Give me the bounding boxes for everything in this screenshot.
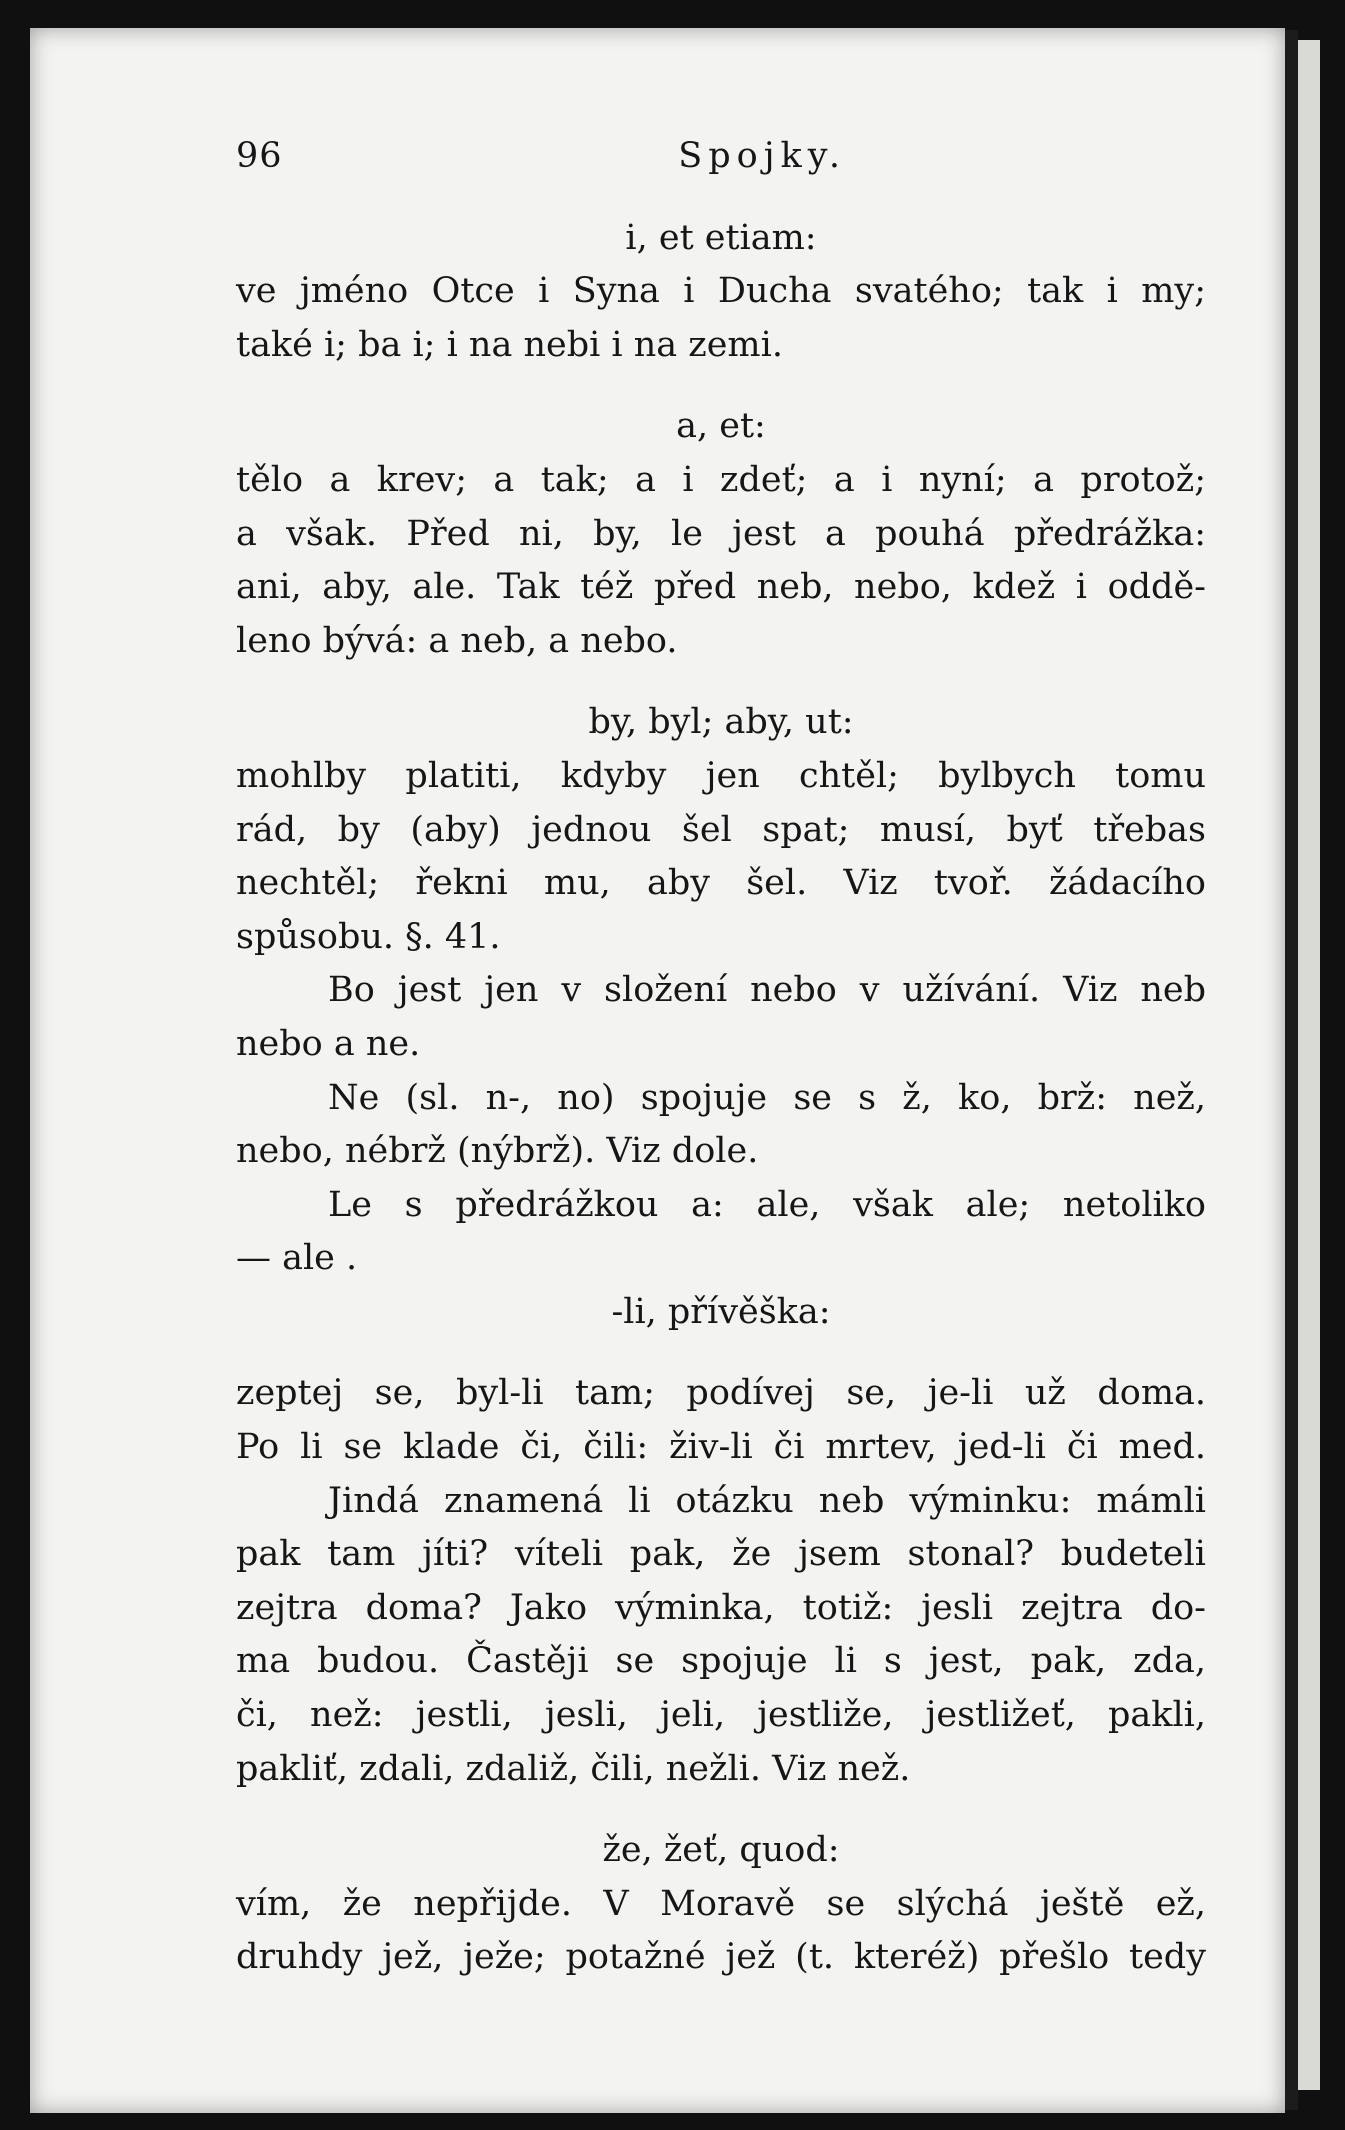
text-line: nebo a ne.: [236, 1023, 421, 1064]
running-title: Spojky.: [678, 136, 846, 176]
text-line: druhdy jež, ježe; potažné jež (t. kteréž) přešlo tedy: [236, 1937, 1206, 1978]
text-line: ani, aby, ale. Tak též před neb, nebo, kdež i oddě-: [236, 567, 1206, 608]
page-text: [236, 130, 1206, 1985]
text-line: ve jméno Otce i Syna i Ducha svatého; tak i my;: [236, 271, 1206, 312]
section-heading: by, byl; aby, ut:: [588, 702, 854, 743]
section-heading: a, et:: [676, 406, 766, 447]
text-line: pak tam jíti? víteli pak, že jsem stonal? budeteli: [236, 1534, 1206, 1575]
text-line: ma budou. Častěji se spojuje li s jest, pak, zda,: [236, 1641, 1206, 1682]
text-line: vím, že nepřijde. V Moravě se slýchá ještě ež,: [236, 1883, 1206, 1924]
page-number: 96: [236, 136, 283, 176]
text-line: nebo, nébrž (nýbrž). Viz dole.: [236, 1131, 759, 1172]
text-line: rád, by (aby) jednou šel spat; musí, byť třebas: [236, 809, 1206, 850]
text-line: Le s předrážkou a: ale, však ale; netoliko: [328, 1184, 1206, 1225]
text-lines: [236, 212, 1206, 1985]
section-heading: že, žeť, quod:: [602, 1830, 840, 1871]
text-line: či, než: jestli, jesli, jeli, jestliže, jestližeť, pakli,: [236, 1695, 1206, 1736]
text-line: leno bývá: a neb, a nebo.: [236, 620, 678, 661]
text-line: nechtěl; řekni mu, aby šel. Viz tvoř. žádacího: [236, 863, 1206, 904]
text-line: a však. Před ni, by, le jest a pouhá předrážka:: [236, 513, 1206, 554]
text-line: Bo jest jen v složení nebo v užívání. Viz neb: [328, 970, 1206, 1011]
text-line: — ale .: [236, 1238, 358, 1279]
text-line: tělo a krev; a tak; a i zdeť; a i nyní; a protož;: [236, 459, 1206, 500]
section-heading: -li, přívěška:: [611, 1291, 831, 1332]
text-line: spůsobu. §. 41.: [236, 916, 501, 957]
text-line: zeptej se, byl-li tam; podívej se, je-li už doma.: [236, 1373, 1206, 1414]
page-gutter-shadow: [1284, 30, 1298, 2110]
text-line: Jindá znamená li otázku neb výminku: mámli: [328, 1480, 1206, 1521]
running-header: [236, 130, 1206, 184]
text-line: mohlby platiti, kdyby jen chtěl; bylbych tomu: [236, 755, 1206, 796]
text-line: Po li se klade či, čili: živ-li či mrtev, jed-li či med.: [236, 1427, 1206, 1468]
next-page-edge: [1298, 40, 1320, 2090]
section-heading: i, et etiam:: [625, 217, 817, 258]
text-line: zejtra doma? Jako výminka, totiž: jesli zejtra do-: [236, 1587, 1206, 1628]
text-line: pakliť, zdali, zdaliž, čili, nežli. Viz než.: [236, 1748, 911, 1789]
text-line: Ne (sl. n-, no) spojuje se s ž, ko, brž: než,: [328, 1077, 1206, 1118]
text-line: také i; ba i; i na nebi i na zemi.: [236, 324, 783, 365]
